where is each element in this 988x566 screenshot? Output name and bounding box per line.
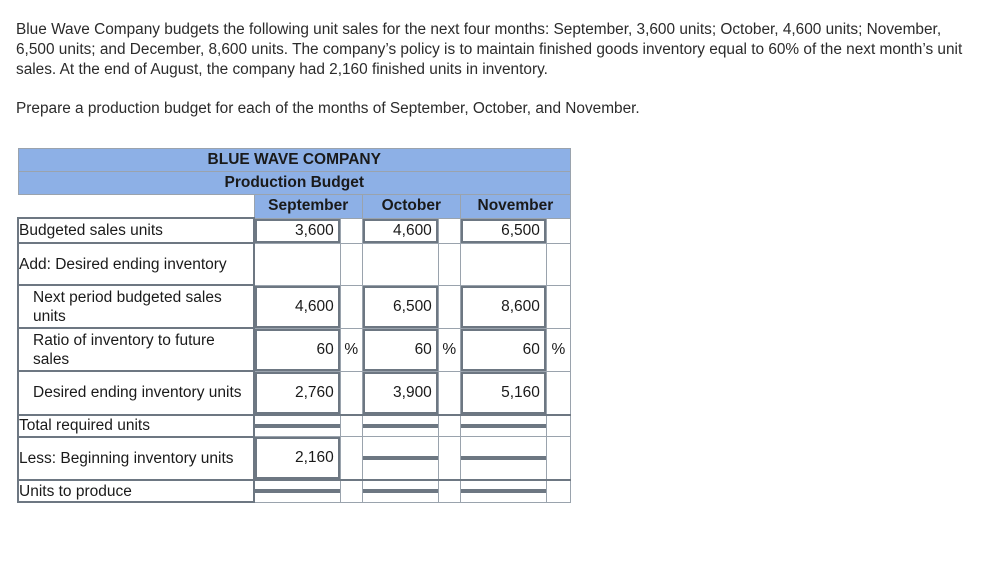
budget-title: Production Budget [18, 172, 571, 195]
production-budget [17, 148, 573, 500]
desired-ending-november-input[interactable]: 5,160 [460, 371, 546, 415]
less-beginning-september-input[interactable]: 2,160 [254, 437, 340, 481]
table-row [18, 328, 571, 371]
percent-sign: % [340, 328, 362, 371]
table-row [18, 415, 571, 437]
next-period-september-input[interactable]: 4,600 [254, 285, 340, 328]
units-to-produce-november-input[interactable] [460, 480, 546, 502]
budgeted-sales-november-input[interactable]: 6,500 [460, 218, 546, 243]
units-to-produce-october-input[interactable] [362, 480, 438, 502]
percent-sign: % [438, 328, 460, 371]
table-row [18, 285, 571, 328]
add-desired-october-cell [362, 243, 438, 285]
row-label-add-desired: Add: Desired ending inventory [18, 243, 254, 285]
budgeted-sales-september-input[interactable]: 3,600 [254, 218, 340, 243]
desired-ending-september-input[interactable]: 2,760 [254, 371, 340, 415]
ratio-september-input[interactable]: 60 [254, 328, 340, 371]
month-header-september: September [254, 195, 362, 219]
next-period-october-input[interactable]: 6,500 [362, 285, 438, 328]
table-row [18, 437, 571, 481]
ratio-october-input[interactable]: 60 [362, 328, 438, 371]
row-label-units-to-produce: Units to produce [18, 480, 254, 502]
table-row [18, 371, 571, 415]
less-beginning-october-input[interactable] [362, 437, 438, 481]
budgeted-sales-october-input[interactable]: 4,600 [362, 218, 438, 243]
problem-paragraph: Blue Wave Company budgets the following unit sales for the next four months: September, 3,600 units; October, 4,600 units; November, 6,500 units; and December, 8,600 units. The company’s policy is to maintain finished goods inventory equal to 60% of the next month’s unit sales. At the end of August, the company had 2,160 finished units in inventory. [16, 21, 963, 78]
month-header-october: October [362, 195, 460, 219]
month-header-november: November [460, 195, 570, 219]
row-label-next-period: Next period budgeted sales units [18, 285, 254, 328]
production-budget-table [17, 148, 571, 503]
units-to-produce-september-input[interactable] [254, 480, 340, 502]
next-period-november-input[interactable]: 8,600 [460, 285, 546, 328]
row-label-less-beginning: Less: Beginning inventory units [18, 437, 254, 481]
desired-ending-october-input[interactable]: 3,900 [362, 371, 438, 415]
total-required-november-input[interactable] [460, 415, 546, 437]
row-label-ratio: Ratio of inventory to future sales [18, 328, 254, 371]
row-label-desired-ending: Desired ending inventory units [18, 371, 254, 415]
row-label-total-required: Total required units [18, 415, 254, 437]
table-row [18, 218, 571, 243]
total-required-october-input[interactable] [362, 415, 438, 437]
total-required-september-input[interactable] [254, 415, 340, 437]
percent-sign: % [546, 328, 570, 371]
table-row [18, 480, 571, 502]
table-row [18, 243, 571, 285]
less-beginning-november-input[interactable] [460, 437, 546, 481]
company-name: BLUE WAVE COMPANY [18, 149, 571, 172]
row-label-budgeted-sales: Budgeted sales units [18, 218, 254, 243]
problem-task: Prepare a production budget for each of the months of September, October, and November. [16, 100, 640, 117]
ratio-november-input[interactable]: 60 [460, 328, 546, 371]
add-desired-november-cell [460, 243, 546, 285]
problem-statement [16, 20, 966, 119]
add-desired-september-cell [254, 243, 340, 285]
